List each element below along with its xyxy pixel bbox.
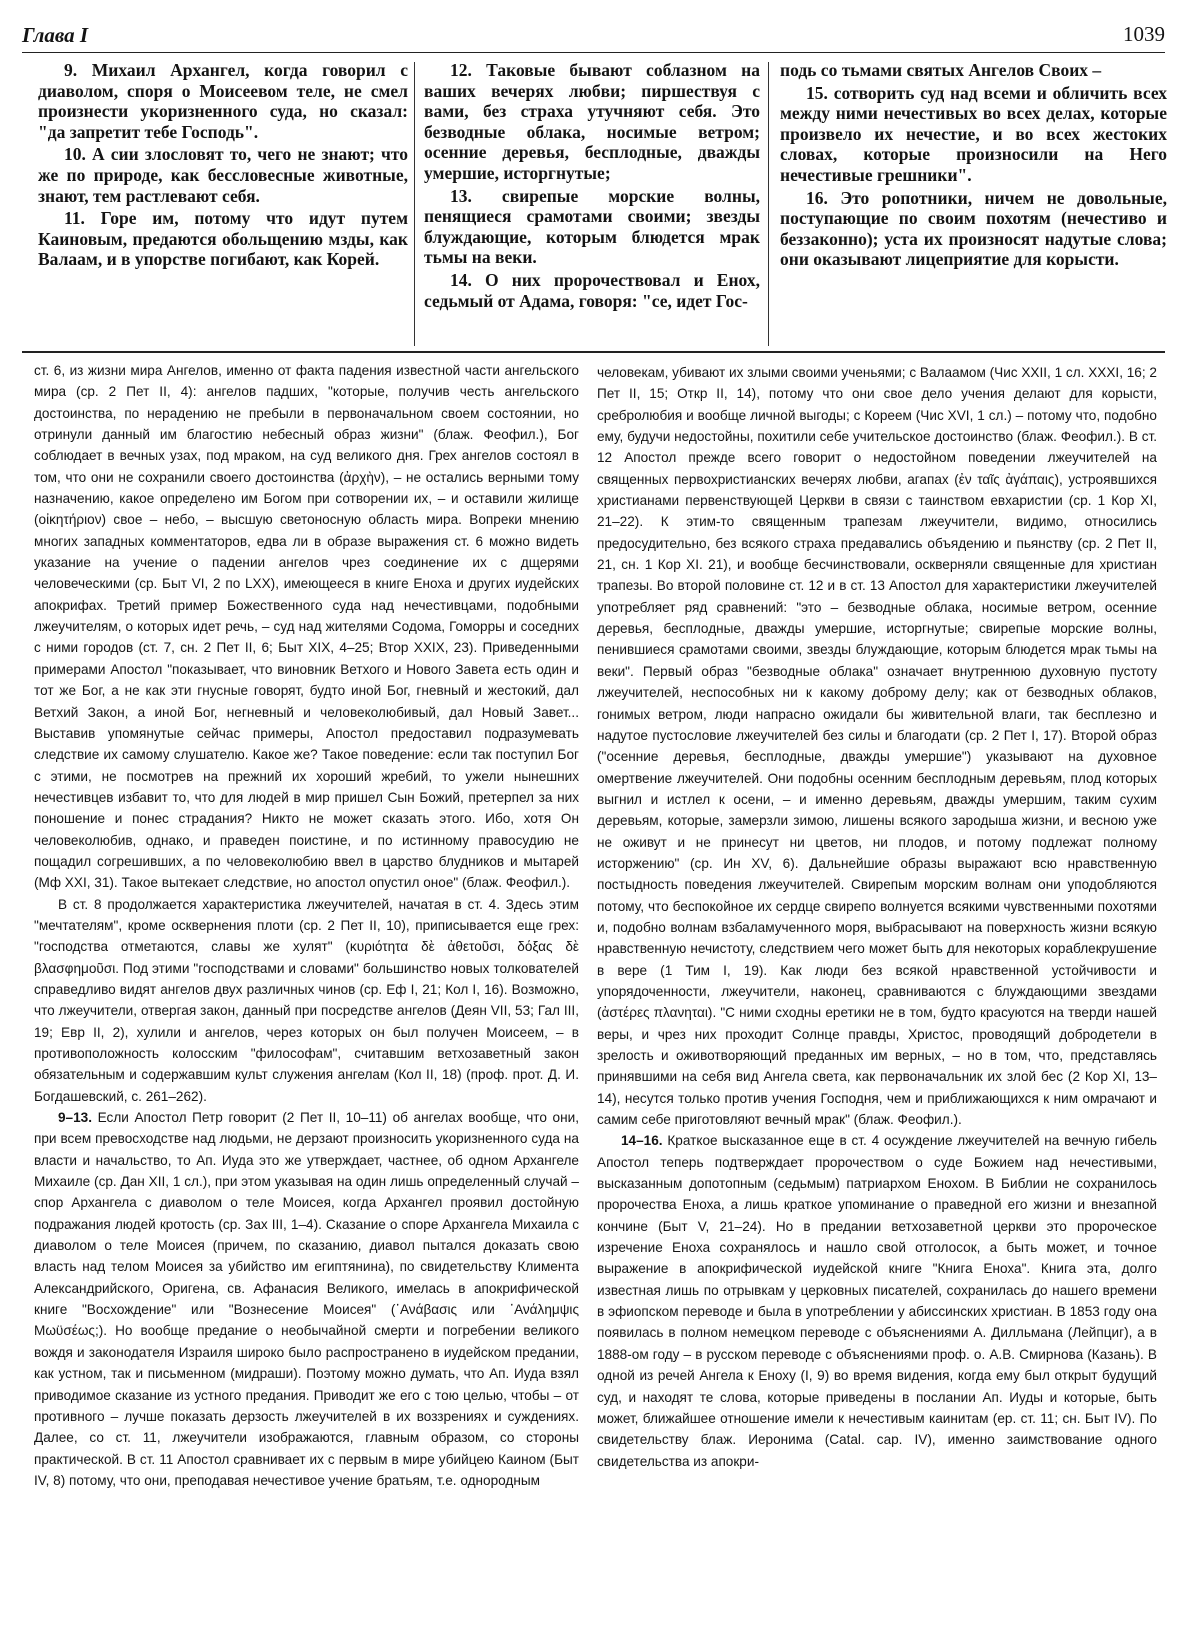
verse-15: 15. сотворить суд над всеми и обличить всех между ними нечестивых во всех делах, которые произвело их нечестие, и во всех жестоких словах, которые произносили на Него нечестивые грешники".: [780, 82, 1167, 185]
chapter-label: Глава I: [22, 23, 89, 47]
verse-14: 14. О них пророчествовал и Енох, седьмый от Адама, говоря: "се, идет Гос-: [424, 269, 760, 311]
verse-range-label: 14–16.: [621, 1133, 663, 1149]
commentary-paragraph: ст. 6, из жизни мира Ангелов, именно от факта падения известной части ангельского мира (ср. 2 Пет II, 4): ангелов падших, "которые, получив честь ангельского достоинства, по нерадению не пребыли в первоначальном своем состоянии, но отринули данный им благостию небесный образ жизни" (блаж. Феофил.), Бог соблюдает в вечных узах, под мраком, на суд великого дня. Грех ангелов состоял в том, что они не сохранили своего достоинства (ἀρχὴν), – не остались верными тому назначению, какое определено им Богом при сотворении их, – и оставили жилище (οἰκητήριον) свое – небо, – высшую светоносную область мира. Вопреки мнению многих западных комментаторов, едва ли в образе выражения ст. 6 можно видеть указание на учение о падении ангелов чрез соединение их с дщерями человеческими (ср. Быт VI, 2 по LXX), имеющееся в книге Еноха и других иудейских апокрифах. Третий пример Божественного суда над нечестивцами, подобными лжеучителям, о которых идет речь, – суд над жителями Содома, Гоморры и соседних с ними городов (ст. 7, сн. 2 Пет II, 6; Быт XIX, 4–25; Втор XXIX, 23). Приведенными примерами Апостол "показывает, что виновник Ветхого и Нового Завета есть один и тот же Бог, а не как эти гнусные говорят, будто иной Бог, гневный и жестокий, дал Ветхий Закон, а иной Бог, негневный и человеколюбивый, дал Новый Завет... Выставив упомянутые сейчас примеры, Апостол предоставил подразумевать следствие их самому слушателю. Какое же? Такое поведение: если так поступил Бог с этими, не посмотрев на прежний их хороший жребий, то ужели нынешних нечестивцев избавит то, что для людей в мир пришел Сын Божий, претерпел за них поношение и понес страдания? Никто не может сказать этого. Ибо, хотя Он человеколюбив, однако, и праведен поистине, и по истинному правосудию не пощадил согрешивших, а по человеколюбию ввел в царство блудников и мытарей (Мф XXI, 31). Такое вытекает следствие, но апостол опустил оное" (блаж. Феофил.).: [34, 363, 579, 891]
verse-11: 11. Горе им, потому что идут путем Каиновым, предаются обольщению мзды, как Валаам, и в упорстве погибают, как Корей.: [38, 208, 408, 270]
verse-12: 12. Таковые бывают соблазном на ваших вечерях любви; пиршествуя с вами, без страха утучняют себя. Это безводные облака, носимые ветром; осенние деревья, бесплодные, дважды умершие, исторгнутые;: [424, 60, 760, 183]
commentary-paragraph: [34, 1107, 579, 1491]
commentary-left-column: [34, 360, 579, 1628]
running-header: [22, 20, 1165, 53]
verse-16: 16. Это ропотники, ничем не довольные, поступающие по своим похотям (нечестиво и беззаконно); уста их произносят надутые слова; они оказывают лицеприятие для корысти.: [780, 187, 1167, 270]
verse-9: 9. Михаил Архангел, когда говорил с диаволом, споря о Моисеевом теле, не смел произнести укоризненного суда, но сказал: "да запретит тебе Господь".: [38, 60, 408, 142]
column-divider: [768, 62, 769, 346]
section-divider: [22, 351, 1165, 353]
verse-13: 13. свирепые морские волны, пенящиеся срамотами своими; звезды блуждающие, которым блюдется мрак тьмы на веки.: [424, 185, 760, 268]
commentary-paragraph: человекам, убивают их злыми своими ученьями; с Валаамом (Чис XXII, 1 сл. XXXI, 16; 2 Пет II, 15; Откр II, 14), потому что они свое дело учения делают для корысти, сребролюбия и вообще личной выгоды; с Кореем (Чис XVI, 1 сл.) – потому что, подобно ему, будучи недостойны, похитили себе учительское достоинство (блаж. Феофил.). В ст. 12 Апостол прежде всего говорит о недостойном поведении лжеучителей на священных первохристианских вечерях любви, агапах (ἐν ταῖς ἀγάπαις), устроявшихся христианами первенствующей Церкви в связи с таинством евхаристии (ср. 1 Кор XI, 21–22). К этим-то священным трапезам лжеучители, видимо, относились предосудительно, без всякого страха предавались объядению и пьянству (ср. 2 Пет II, 21, сн. 1 Кор XI. 21), и вообще бесчинствовали, оскверняли священные для христиан трапезы. Во второй половине ст. 12 и в ст. 13 Апостол для характеристики лжеучителей употребляет ряд сравнений: "это – безводные облака, носимые ветром, осенние деревья, бесплодные, дважды умершие, исторгнутые; свирепые морские волны, пенившиеся срамотами своими, звезды блуждающие, которым блюдется мрак тьмы на веки". Первый образ "безводные облака" означает внутреннюю духовную пустоту лжеучителей, неспособных ни к какому доброму делу; как от безводных облаков, гонимых ветром, люди напрасно ожидали бы живительной влаги, так бесплезно и надутое пустословие лжеучителей без силы и благодати (ср. 2 Пет I, 17). Второй образ ("осенние деревья, бесплодные, дважды умершие") указывают на духовное омертвение лжеучителей. Они подобны осенним бесплодным деревьям, плод которых выгнил и истлел к осени, – и именно деревьям, дважды умершим, таким сухим деревьям, которые, замерзли зимою, лишены всякого зародыша жизни, и весною уже не оживут и не принесут ни цветов, ни плодов, и потому подлежат полному исторжению" (ср. Ин XV, 6). Дальнейшие образы выражают всю нравственную постыдность поведения лжеучителей. Свирепым морским волнам они уподобляются потому, что беспокойное их сердце свирепо волнуется всякими чувственными похотями и, подобно волнам взбаламученного моря, выбрасывают на поверхность жизни всякую нравственную нечистоту, следствием чего может быть для некоторых кораблекрушение в вере (1 Тим I, 19). Как люди без всякой нравственной устойчивости и упорядоченности, лжеучители, наконец, сравниваются с блуждающими звездами (ἀστέρες πλανηται). "С ними сходны еретики не в том, будто красуются на тверди нашей веры, и чрез них проходит Солнце правды, Христос, проводящий добродетели в зрелость и оживотворяющий преданных им верных, – но в том, что, представлясь принявшими на себя вид Ангела света, как первоначальник их злой бес (2 Кор XI, 13–14), несутся только против учения Господня, чем и приближающихся к ним омрачают и самим себе приготовляют вечный мрак" (блаж. Феофил.).: [597, 365, 1157, 1128]
verse-14-continuation: подь со тьмами святых Ангелов Своих –: [780, 60, 1102, 80]
commentary-right-column: [597, 362, 1157, 1630]
scripture-column-1: [38, 60, 408, 348]
commentary-paragraph: [597, 1130, 1157, 1472]
verse-range-label: 9–13.: [58, 1110, 93, 1126]
commentary-text: Если Апостол Петр говорит (2 Пет II, 10–11) об ангелах вообще, что они, при всем превосходстве над людьми, не дерзают произносить укоризненного суда на власти и начальство, то Ап. Иуда это же утверждает, частнее, об одном Архангеле Михаиле (ср. Дан XII, 1 сл.), при этом указывая на один лишь определенный случай – спор Архангела с диаволом о теле Моисея, когда Архангел проявил достойную подражания людей кротость (ср. Зах III, 1–4). Сказание о споре Архангела Михаила с диаволом о теле Моисея (причем, по сказанию, диавол пытался доказать свою власть над телом Моисея за убийство им египтянина), по свидетельству Климента Александрийского, Оригена, св. Афанасия Великого, имелась в апокрифической книге "Восхождение" или "Вознесение Моисея" (᾿Ανάβασις или ᾿Ανάλημψις Μωϋσέως;). Но вообще предание о необычайной смерти и погребении великого вождя и законодателя Израиля широко было распространено в иудейском предании, как устном, так и письменном (мидраши). Поэтому можно думать, что Ап. Иуда взял приводимое сказание из устного предания. Приводит же его с тою целью, чтобы – от противного – лучше показать дерзость лжеучителей в их воззрениях и суждениях. Далее, со ст. 11, лжеучители изображаются, главным образом, со стороны практической. В ст. 11 Апостол сравнивает их с первым в мире убийцею Каином (Быт IV, 8) потому, что они, преподавая нечестивое учение братьям, т.е. однородным: [34, 1110, 579, 1488]
scripture-column-2: [424, 60, 760, 348]
commentary-paragraph: В ст. 8 продолжается характеристика лжеучителей, начатая в ст. 4. Здесь этим "мечтателям", кроме осквернения плоти (ср. 2 Пет II, 10), приписывается еще грех: "господства отметаются, славы же хулят" (κυριότητα δὲ ἀθετοῦσι, δόξας δὲ βλασφημοῦσι. Под этими "господствами и словами" большинство новых толкователей справедливо видят ангелов двух различных чинов (ср. Еф I, 21; Кол I, 16). Возможно, что лжеучители, отвергая закон, данный при посредстве ангелов (Деян VII, 53; Гал III, 19; Евр II, 2), хулили и ангелов, через которых он был получен Моисеем, – в противоположность колосским "философам", считавшим ветхозаветный закон обязательным и содержавшим культ служения ангелам (Кол II, 18) (проф. прот. Д. И. Богдашевский, с. 261–262).: [34, 896, 579, 1104]
commentary-text: Краткое высказанное еще в ст. 4 осуждение лжеучителей на вечную гибель Апостол теперь подтверждает пророчеством о суде Божием над нечестивыми, высказанным допотопным (седьмым) патриархом Енохом. В Библии не сохранилось пророчества Еноха, а лишь краткое упоминание о праведной его жизни и внезапной кончине (Быт V, 21–24). Но в предании ветхозаветной церкви это пророческое изречение Еноха сохранялось и нашло свой отголосок, а быть может, и точное выражение в апокрифической иудейской книге "Книга Еноха". Книга эта, долго известная лишь по отрывкам у церковных писателей, сохранилась до нашего времени в эфиопском переводе и была в употреблении у абиссинских христиан. В 1853 году она появилась в полном немецком переводе с объяснениями А. Дилльмана (Лейпциг), а в 1888-ом году – в русском переводе с объяснениями проф. о. А.В. Смирнова (Казань). В одной из речей Ангела к Еноху (I, 9) во время видения, когда ему был открыт будущий суд, и находят те слова, которые приведены в послании Ап. Иуды и которые, быть может, ближайшее отношение имели к нечестивым каинитам (ер. ст. 11; сн. Быт IV). По свидетельству блаж. Иеронима (Catal. cap. IV), именно заимствование одного свидетельства из апокри-: [597, 1133, 1157, 1469]
scripture-column-3: [780, 60, 1167, 348]
verse-10: 10. А сии злословят то, чего не знают; что же по природе, как бессловесные животные, знают, тем растлевают себя.: [38, 144, 408, 206]
page-number: 1039: [1123, 22, 1165, 46]
column-divider: [414, 62, 415, 346]
